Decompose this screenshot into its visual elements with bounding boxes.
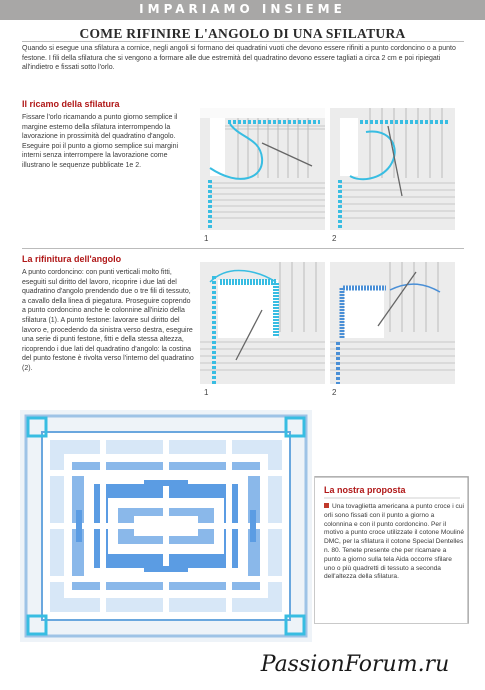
section2-heading: La rifinitura dell'angolo (22, 254, 122, 264)
section1-heading: Il ricamo della sfilatura (22, 99, 120, 109)
figure-rifinitura-2 (330, 262, 455, 384)
bullet-square-icon (324, 503, 329, 508)
proposal-box (314, 476, 469, 624)
figure-number: 2 (332, 388, 337, 397)
section2-text: A punto cordoncino: con punti verticali molto fitti, eseguiti sul diritto del lavoro, ricoprire i due lati del quadratino d'angolo prendendo due o tre fili di tessuto, a cavallo della linea di piegatura. Proseguire coprendo a punto cordoncino anche le colonnine all'inizio della sfilatura (1). A punto festone: lavorare sul diritto del lavoro e, procedendo da sinistra verso destra, eseguire una serie di punti festone, fitti e della stessa altezza, ricoprendo i due lati del quadratino d'angolo: la costina del punto festone è rivolta verso l'interno del quadratino (2). (22, 269, 194, 372)
section-divider (22, 248, 464, 249)
placemat-illustration (20, 410, 312, 642)
figure-rifinitura-1 (200, 262, 325, 384)
figure-sfilatura-2 (330, 108, 455, 230)
figure-sfilatura-1 (200, 108, 325, 230)
page-title: COME RIFINIRE L'ANGOLO DI UNA SFILATURA (79, 26, 406, 41)
proposal-text: Una tovaglietta americana a punto croce i cui orli sono fissati con il punto a giorno a colonnina e con il punto cordoncino. Per il motivo a punto croce utilizzate il cotone Mouliné DMC, per la sfilatura il cotone Special Dentelles n. 80. Tenete presente che per ricamare a punto a giorno sulla tela Aida occorre sfilare uno o più quadretti di tessuto a seconda dell'altezza della sfilatura. (324, 503, 465, 581)
intro-paragraph: Quando si esegue una sfilatura a cornice, negli angoli si formano dei quadratini vuoti che devono essere rifiniti a punto cordoncino o a punto festone. I fili della sfilatura che si vengono a formare alle due estremità del quadratino devono essere tagliati a circa 2 cm e poi ripiegati all'indietro e fissati sotto l'orlo. (22, 45, 456, 72)
proposal-title: La nostra proposta (324, 485, 406, 495)
proposal-body (324, 503, 464, 582)
header-banner (0, 0, 485, 20)
banner-title: IMPARIAMO INSIEME (139, 2, 346, 16)
figure-number: 2 (332, 234, 337, 243)
figure-number: 1 (204, 234, 209, 243)
figure-number: 1 (204, 388, 209, 397)
watermark: PassionForum.ru (260, 652, 450, 677)
title-divider (22, 41, 464, 42)
section1-text: Fissare l'orlo ricamando a punto giorno semplice il margine esterno della sfilatura interrompendo la lavorazione in prossimità del quadratino d'angolo. Eseguire poi il punto a giorno semplice sui margini interni senza interrompere la lavorazione come illustrano le sequenze pubblicate 1e 2. (22, 114, 179, 169)
